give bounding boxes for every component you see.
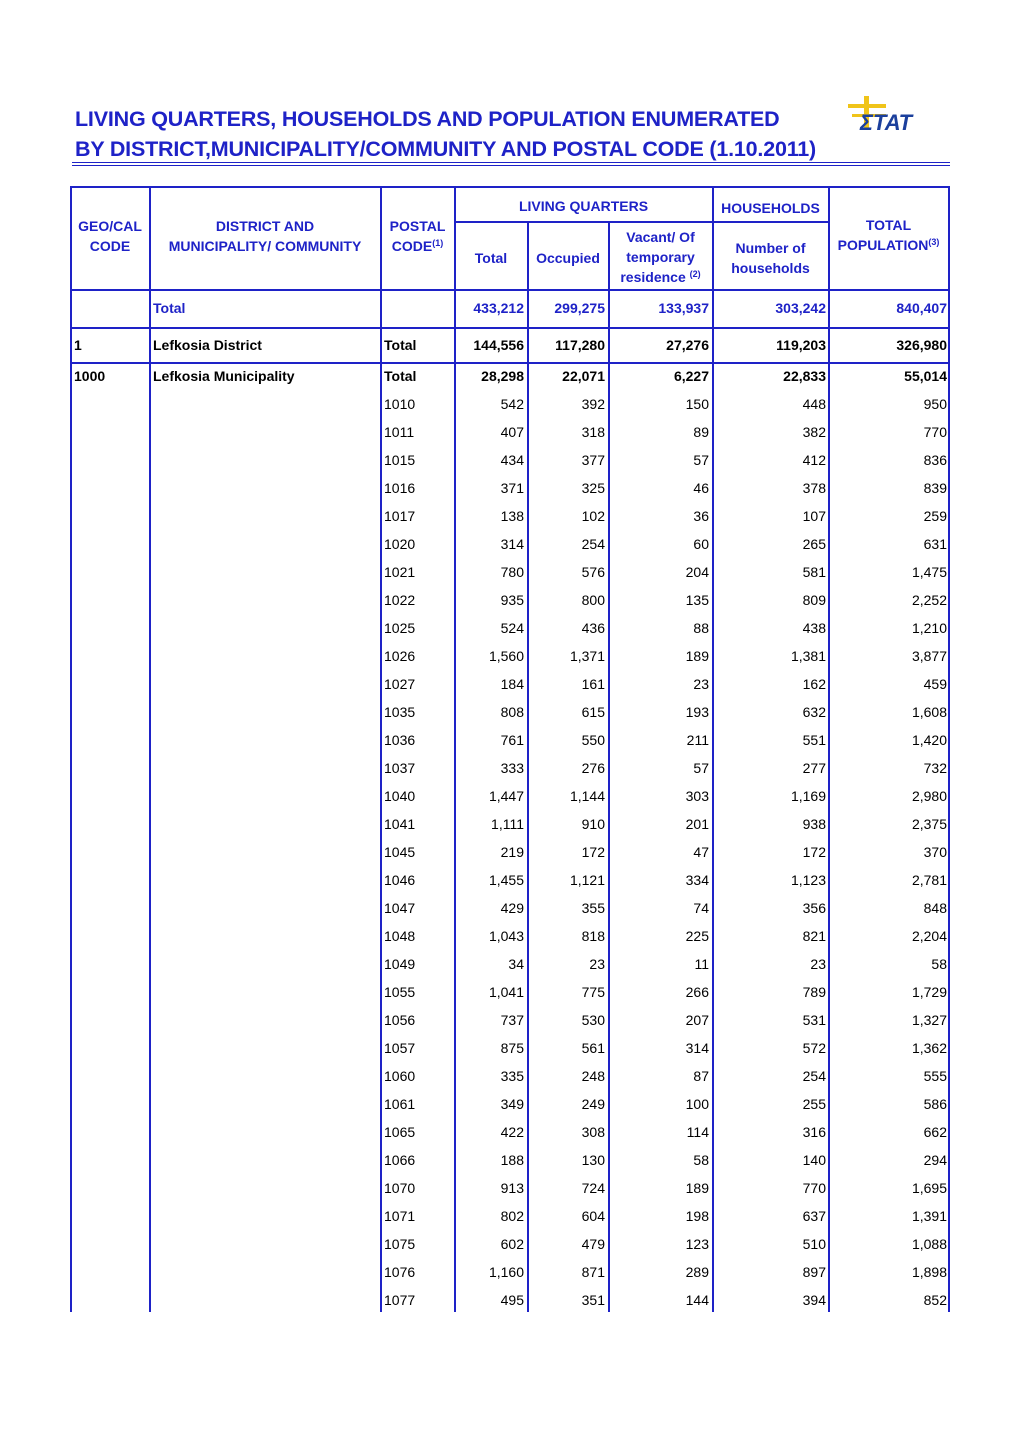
postal-code-cell: 1070 <box>384 1180 416 1196</box>
table-row <box>70 559 950 587</box>
households-cell: 412 <box>802 452 826 468</box>
postal-code-cell: 1077 <box>384 1292 416 1308</box>
population-cell: 732 <box>923 760 947 776</box>
vacant-cell: 47 <box>693 844 709 860</box>
table-row <box>70 419 950 447</box>
population-cell: 1,088 <box>911 1236 947 1252</box>
postal-code-cell: 1021 <box>384 564 416 580</box>
vacant-cell: 303 <box>685 788 709 804</box>
lq-total-cell: 349 <box>500 1096 524 1112</box>
lq-total-cell: 495 <box>500 1292 524 1308</box>
lq-total-cell: 913 <box>500 1180 524 1196</box>
lq-total-cell: 429 <box>500 900 524 916</box>
table-row <box>70 391 950 419</box>
hh-header-divider <box>712 221 828 223</box>
postal-code-cell: 1040 <box>384 788 416 804</box>
vacant-cell: 58 <box>693 1152 709 1168</box>
occupied-cell: 910 <box>581 816 605 832</box>
population-cell: 1,608 <box>911 704 947 720</box>
lq-total-cell: 780 <box>500 564 524 580</box>
lq-total-cell: 422 <box>500 1124 524 1140</box>
table-row <box>70 1175 950 1203</box>
postal-code-cell: 1017 <box>384 508 416 524</box>
page-title-line-1: LIVING QUARTERS, HOUSEHOLDS AND POPULATION ENUMERATED <box>75 107 780 131</box>
title-rule-2 <box>72 165 950 166</box>
table-row <box>70 671 950 699</box>
occupied-cell: 308 <box>581 1124 605 1140</box>
postal-code-cell: 1061 <box>384 1096 416 1112</box>
lq-total-cell: 524 <box>500 620 524 636</box>
postal-code-cell: 1055 <box>384 984 416 1000</box>
postal-code-cell: 1066 <box>384 1152 416 1168</box>
table-row <box>70 755 950 783</box>
vacant-cell: 23 <box>693 676 709 692</box>
postal-code-cell: 1071 <box>384 1208 416 1224</box>
logo-text: ΣΤΑΤ <box>860 110 913 135</box>
households-cell: 140 <box>802 1152 826 1168</box>
lq-total-cell: 34 <box>508 956 524 972</box>
table-row <box>70 783 950 811</box>
households-cell: 789 <box>802 984 826 1000</box>
table-top-border <box>70 186 950 188</box>
lq-header-divider <box>454 221 712 223</box>
population-cell: 631 <box>923 536 947 552</box>
vacant-cell: 266 <box>685 984 709 1000</box>
cystat-logo-icon <box>838 92 950 142</box>
occupied-cell: 172 <box>581 844 605 860</box>
table-row <box>70 895 950 923</box>
households-cell: 938 <box>802 816 826 832</box>
households-cell: 1,169 <box>790 788 826 804</box>
households-cell: 809 <box>802 592 826 608</box>
population-cell: 2,980 <box>911 788 947 804</box>
lq-total-cell: 434 <box>500 452 524 468</box>
population-cell: 2,204 <box>911 928 947 944</box>
header-district: DISTRICT AND MUNICIPALITY/ COMMUNITY <box>168 218 362 254</box>
lq-total-cell: 1,043 <box>488 928 524 944</box>
postal-code-cell: 1037 <box>384 760 416 776</box>
vacant-cell: 225 <box>685 928 709 944</box>
population-cell: 1,362 <box>911 1040 947 1056</box>
postal-code-cell: 1049 <box>384 956 416 972</box>
households-cell: 172 <box>802 844 826 860</box>
population-cell: 259 <box>923 508 947 524</box>
lq-total-cell: 875 <box>500 1040 524 1056</box>
total-row-border <box>70 327 950 329</box>
population-cell: 1,898 <box>911 1264 947 1280</box>
postal-code-cell: 1041 <box>384 816 416 832</box>
occupied-cell: 377 <box>581 452 605 468</box>
header-hh-number: Number of households <box>731 240 810 276</box>
district-row: 1 Lefkosia District Total 144,556 117,280 27,276 119,203 326,980 <box>74 337 947 353</box>
occupied-cell: 800 <box>581 592 605 608</box>
occupied-cell: 615 <box>581 704 605 720</box>
vacant-cell: 334 <box>685 872 709 888</box>
occupied-cell: 550 <box>581 732 605 748</box>
households-cell: 356 <box>802 900 826 916</box>
lq-total-cell: 1,111 <box>491 816 524 832</box>
households-cell: 510 <box>802 1236 826 1252</box>
population-cell: 2,781 <box>911 872 947 888</box>
vacant-cell: 60 <box>693 536 709 552</box>
table-row <box>70 1063 950 1091</box>
grand-total-row: Total 433,212 299,275 133,937 303,242 840,407 <box>153 300 947 316</box>
population-cell: 370 <box>923 844 947 860</box>
households-cell: 1,123 <box>790 872 826 888</box>
postal-code-cell: 1045 <box>384 844 416 860</box>
vacant-cell: 100 <box>685 1096 709 1112</box>
population-cell: 836 <box>923 452 947 468</box>
occupied-cell: 561 <box>581 1040 605 1056</box>
table-row <box>70 699 950 727</box>
households-cell: 107 <box>802 508 826 524</box>
lq-total-cell: 314 <box>500 536 524 552</box>
vacant-cell: 207 <box>685 1012 709 1028</box>
vacant-cell: 74 <box>693 900 709 916</box>
vacant-cell: 289 <box>685 1264 709 1280</box>
lq-total-cell: 333 <box>500 760 524 776</box>
vacant-cell: 88 <box>693 620 709 636</box>
population-cell: 1,391 <box>911 1208 947 1224</box>
occupied-cell: 871 <box>581 1264 605 1280</box>
households-cell: 438 <box>802 620 826 636</box>
header-total-population: TOTAL POPULATION$^{(3)}$ <box>837 217 940 253</box>
population-cell: 1,420 <box>911 732 947 748</box>
households-cell: 572 <box>802 1040 826 1056</box>
lq-total-cell: 219 <box>500 844 524 860</box>
vacant-cell: 314 <box>685 1040 709 1056</box>
table-row <box>70 979 950 1007</box>
postal-code-cell: 1048 <box>384 928 416 944</box>
population-cell: 586 <box>923 1096 947 1112</box>
households-cell: 382 <box>802 424 826 440</box>
occupied-cell: 530 <box>581 1012 605 1028</box>
vacant-cell: 135 <box>685 592 709 608</box>
table-row <box>70 727 950 755</box>
occupied-cell: 130 <box>581 1152 605 1168</box>
population-cell: 2,375 <box>911 816 947 832</box>
households-cell: 277 <box>802 760 826 776</box>
vacant-cell: 123 <box>685 1236 709 1252</box>
vacant-cell: 193 <box>685 704 709 720</box>
postal-code-cell: 1010 <box>384 396 416 412</box>
occupied-cell: 325 <box>581 480 605 496</box>
vacant-cell: 211 <box>686 732 709 748</box>
population-cell: 58 <box>931 956 947 972</box>
table-row <box>70 503 950 531</box>
households-cell: 316 <box>802 1124 826 1140</box>
vacant-cell: 57 <box>693 452 709 468</box>
header-postal-code: POSTAL CODE$^{(1)}$ <box>389 218 446 254</box>
households-cell: 23 <box>810 956 826 972</box>
population-cell: 555 <box>923 1068 947 1084</box>
postal-code-cell: 1036 <box>384 732 416 748</box>
households-cell: 162 <box>802 676 826 692</box>
population-cell: 839 <box>923 480 947 496</box>
header-lq-occupied: Occupied <box>536 250 600 266</box>
occupied-cell: 479 <box>581 1236 605 1252</box>
occupied-cell: 604 <box>581 1208 605 1224</box>
vacant-cell: 46 <box>693 480 709 496</box>
population-cell: 770 <box>923 424 947 440</box>
population-cell: 1,210 <box>911 620 947 636</box>
table-row <box>70 1119 950 1147</box>
households-cell: 1,381 <box>790 648 826 664</box>
population-cell: 848 <box>923 900 947 916</box>
postal-code-cell: 1060 <box>384 1068 416 1084</box>
lq-total-cell: 1,160 <box>488 1264 524 1280</box>
households-cell: 254 <box>802 1068 826 1084</box>
households-cell: 897 <box>802 1264 826 1280</box>
postal-code-cell: 1056 <box>384 1012 416 1028</box>
postal-code-cell: 1020 <box>384 536 416 552</box>
postal-code-cell: 1022 <box>384 592 416 608</box>
table-row <box>70 1007 950 1035</box>
postal-code-cell: 1065 <box>384 1124 416 1140</box>
households-cell: 394 <box>802 1292 826 1308</box>
table-row <box>70 615 950 643</box>
population-cell: 1,729 <box>911 984 947 1000</box>
table-row <box>70 587 950 615</box>
postal-code-cell: 1047 <box>384 900 416 916</box>
population-cell: 1,327 <box>911 1012 947 1028</box>
vacant-cell: 198 <box>685 1208 709 1224</box>
table-row <box>70 811 950 839</box>
lq-total-cell: 335 <box>500 1068 524 1084</box>
occupied-cell: 102 <box>581 508 605 524</box>
population-cell: 950 <box>923 396 947 412</box>
vacant-cell: 89 <box>693 424 709 440</box>
table-row <box>70 531 950 559</box>
lq-total-cell: 602 <box>500 1236 524 1252</box>
lq-total-cell: 1,455 <box>488 872 524 888</box>
households-cell: 255 <box>802 1096 826 1112</box>
table-row <box>70 1203 950 1231</box>
lq-total-cell: 188 <box>500 1152 524 1168</box>
municipality-row: 1000 Lefkosia Municipality Total 28,298 22,071 6,227 22,833 55,014 <box>74 368 947 384</box>
table-row <box>70 1091 950 1119</box>
lq-total-cell: 802 <box>500 1208 524 1224</box>
vacant-cell: 57 <box>693 760 709 776</box>
population-cell: 3,877 <box>911 648 947 664</box>
page-title-line-2: BY DISTRICT,MUNICIPALITY/COMMUNITY AND POSTAL CODE (1.10.2011) <box>75 137 817 161</box>
households-cell: 448 <box>802 396 826 412</box>
vacant-cell: 114 <box>686 1124 709 1140</box>
vacant-cell: 11 <box>694 956 709 972</box>
postal-code-cell: 1046 <box>384 872 416 888</box>
occupied-cell: 818 <box>581 928 605 944</box>
header-lq-total: Total <box>474 250 508 266</box>
population-cell: 459 <box>923 676 947 692</box>
header-households: HOUSEHOLDS <box>721 200 820 216</box>
vacant-cell: 201 <box>685 816 709 832</box>
vacant-cell: 87 <box>693 1068 709 1084</box>
postal-code-cell: 1025 <box>384 620 416 636</box>
lq-total-cell: 808 <box>500 704 524 720</box>
header-bottom-border <box>70 289 950 291</box>
lq-total-cell: 761 <box>500 732 524 748</box>
population-cell: 1,475 <box>911 564 947 580</box>
postal-code-cell: 1026 <box>384 648 416 664</box>
lq-total-cell: 184 <box>500 676 524 692</box>
table-row <box>70 1035 950 1063</box>
population-cell: 662 <box>923 1124 947 1140</box>
lq-total-cell: 407 <box>500 424 524 440</box>
postal-code-cell: 1075 <box>384 1236 416 1252</box>
table-row <box>70 1147 950 1175</box>
population-cell: 1,695 <box>911 1180 947 1196</box>
population-cell: 294 <box>923 1152 947 1168</box>
postal-code-cell: 1011 <box>384 424 415 440</box>
lq-total-cell: 737 <box>500 1012 524 1028</box>
households-cell: 581 <box>802 564 826 580</box>
occupied-cell: 436 <box>581 620 605 636</box>
occupied-cell: 1,144 <box>569 788 605 804</box>
table-row <box>70 1287 950 1315</box>
occupied-cell: 775 <box>581 984 605 1000</box>
table-row <box>70 923 950 951</box>
households-cell: 378 <box>802 480 826 496</box>
data-table <box>70 186 950 1312</box>
households-cell: 632 <box>802 704 826 720</box>
header-living-quarters: LIVING QUARTERS <box>518 198 649 214</box>
vacant-cell: 204 <box>685 564 709 580</box>
lq-total-cell: 542 <box>500 396 524 412</box>
occupied-cell: 249 <box>581 1096 605 1112</box>
postal-code-cell: 1027 <box>384 676 416 692</box>
postal-code-cell: 1076 <box>384 1264 416 1280</box>
vacant-cell: 189 <box>685 648 709 664</box>
households-cell: 821 <box>802 928 826 944</box>
occupied-cell: 392 <box>581 396 605 412</box>
title-rule <box>72 162 950 163</box>
occupied-cell: 1,371 <box>569 648 605 664</box>
table-row <box>70 839 950 867</box>
population-cell: 852 <box>923 1292 947 1308</box>
table-row <box>70 643 950 671</box>
occupied-cell: 1,121 <box>569 872 605 888</box>
occupied-cell: 724 <box>581 1180 605 1196</box>
households-cell: 551 <box>802 732 826 748</box>
postal-code-cell: 1016 <box>384 480 416 496</box>
table-row <box>70 1259 950 1287</box>
table-row <box>70 951 950 979</box>
postal-code-cell: 1057 <box>384 1040 416 1056</box>
table-row <box>70 475 950 503</box>
table-row <box>70 447 950 475</box>
vacant-cell: 150 <box>685 396 709 412</box>
households-cell: 265 <box>802 536 826 552</box>
households-cell: 637 <box>802 1208 826 1224</box>
header-geo-code: GEO/CAL CODE <box>78 218 142 254</box>
occupied-cell: 161 <box>581 676 605 692</box>
occupied-cell: 248 <box>581 1068 605 1084</box>
lq-total-cell: 1,560 <box>488 648 524 664</box>
population-cell: 2,252 <box>911 592 947 608</box>
table-row <box>70 1231 950 1259</box>
postal-code-cell: 1035 <box>384 704 416 720</box>
lq-total-cell: 371 <box>500 480 524 496</box>
vacant-cell: 36 <box>693 508 709 524</box>
table-row <box>70 867 950 895</box>
postal-code-cell: 1015 <box>384 452 416 468</box>
households-cell: 770 <box>802 1180 826 1196</box>
lq-total-cell: 935 <box>500 592 524 608</box>
occupied-cell: 276 <box>581 760 605 776</box>
occupied-cell: 318 <box>581 424 605 440</box>
occupied-cell: 23 <box>589 956 605 972</box>
lq-total-cell: 1,041 <box>488 984 524 1000</box>
vacant-cell: 189 <box>685 1180 709 1196</box>
households-cell: 531 <box>802 1012 826 1028</box>
header-lq-vacant: Vacant/ Of temporary residence $^{(2)}$ <box>620 229 701 285</box>
lq-total-cell: 138 <box>500 508 524 524</box>
occupied-cell: 576 <box>581 564 605 580</box>
occupied-cell: 355 <box>581 900 605 916</box>
occupied-cell: 351 <box>581 1292 605 1308</box>
lq-total-cell: 1,447 <box>488 788 524 804</box>
occupied-cell: 254 <box>581 536 605 552</box>
vacant-cell: 144 <box>685 1292 709 1308</box>
